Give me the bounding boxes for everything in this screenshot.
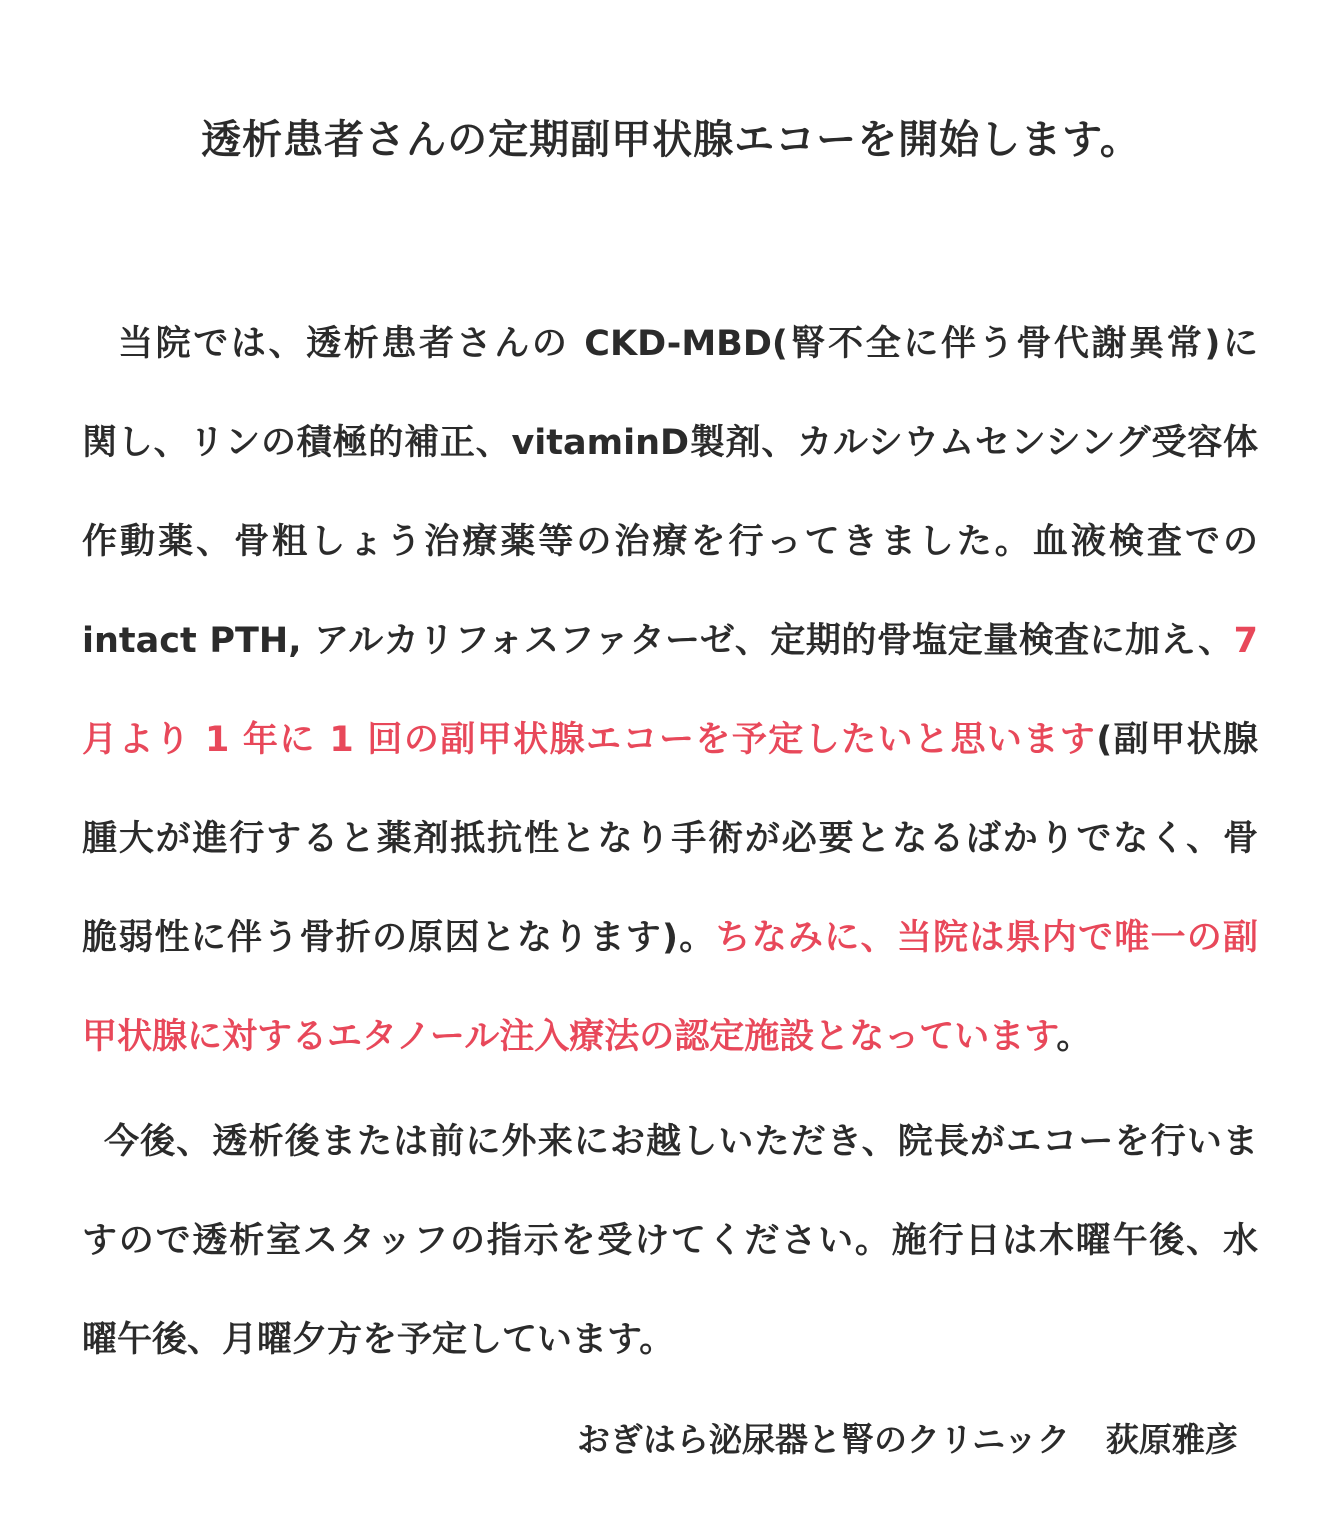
paragraph1-line4: [82, 619, 1258, 663]
line4-text: intact PTH, アルカリフォスファターゼ、定期的骨塩定量検査に加え、: [82, 621, 1234, 661]
line8-highlight: 甲状腺に対するエタノール注入療法の認定施設となっています: [82, 1017, 1057, 1057]
director-name: 荻原雅彦: [1106, 1420, 1238, 1459]
line8-text: 。: [1056, 1017, 1092, 1057]
paragraph1-line7: [82, 916, 1258, 960]
paragraph1-line5: [82, 718, 1258, 762]
paragraph1-line2: 関し、リンの積極的補正、vitaminD製剤、カルシウムセンシング受容体: [82, 423, 1258, 463]
line7-text: 脆弱性に伴う骨折の原因となります)。: [82, 918, 716, 958]
paragraph1-line3: 作動薬、骨粗しょう治療薬等の治療を行ってきました。血液検査での: [82, 522, 1258, 562]
line5-text: (副甲状腺: [1096, 720, 1258, 760]
line5-highlight: 月より 1 年に 1 回の副甲状腺エコーを予定したいと思います: [82, 720, 1097, 760]
clinic-name: おぎはら泌尿器と腎のクリニック: [576, 1420, 1070, 1459]
paragraph1-line6: 腫大が進行すると薬剤抵抗性となり手術が必要となるばかりでなく、骨: [82, 819, 1258, 859]
paragraph2-line2: すので透析室スタッフの指示を受けてください。施行日は木曜午後、水: [82, 1221, 1258, 1261]
line7-highlight: ちなみに、当院は県内で唯一の副: [715, 918, 1258, 958]
paragraph2-line3: 曜午後、月曜夕方を予定しています。: [82, 1320, 675, 1360]
line4-highlight: 7: [1233, 621, 1258, 661]
paragraph2-line1: 今後、透析後または前に外来にお越しいただき、院長がエコーを行いま: [104, 1122, 1258, 1162]
paragraph1-line8: [82, 1015, 1258, 1059]
signature: [577, 1418, 1238, 1462]
paragraph1-line1: 当院では、透析患者さんの CKD-MBD(腎不全に伴う骨代謝異常)に: [118, 324, 1258, 364]
page-title: 透析患者さんの定期副甲状腺エコーを開始します。: [201, 117, 1141, 163]
